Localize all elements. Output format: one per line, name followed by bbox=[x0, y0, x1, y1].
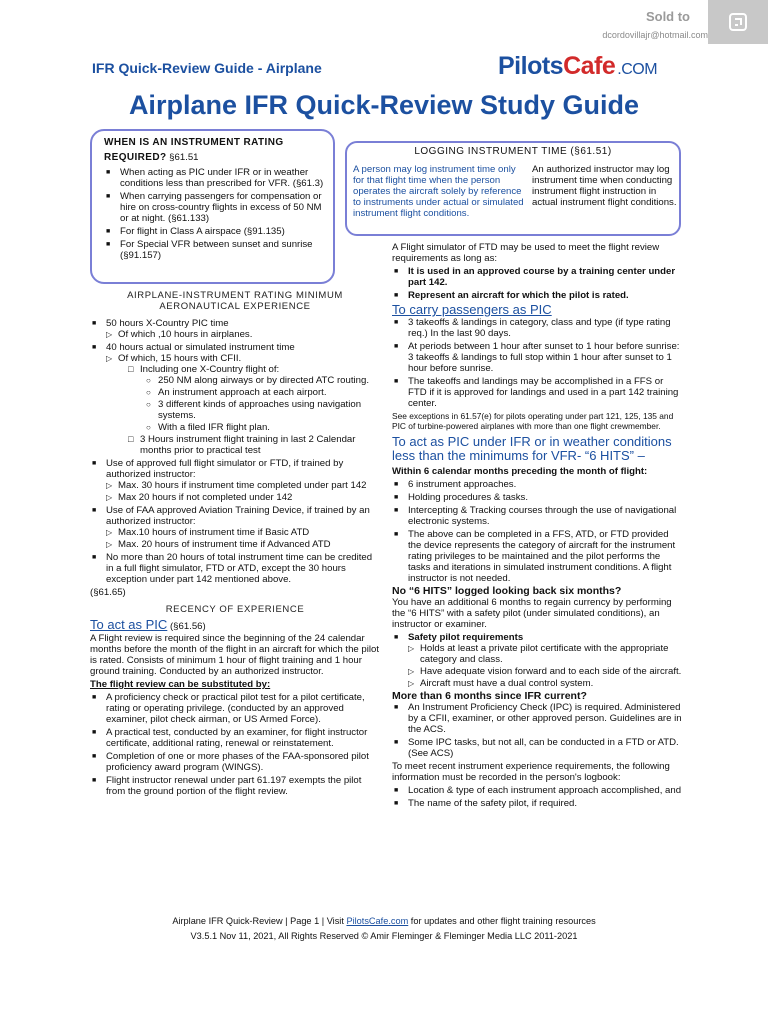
no-6-hits-heading: No “6 HITS” logged looking back six months? bbox=[392, 585, 622, 597]
list-item: ■ Use of FAA approved Aviation Training Device, if trained by an authorized instructor: ▷ Max.10 hours of instrument time if Basic ATD ▷ Max. 20 hours of instrument time if Advanced ATD bbox=[90, 505, 380, 550]
sold-banner bbox=[0, 0, 768, 44]
logging-instructor-text: An authorized instructor may log instrument time when conducting instrument flight instruction in actual instrument flight conditions. bbox=[532, 164, 677, 208]
within-6-months: Within 6 calendar months preceding the month of flight: bbox=[392, 466, 648, 477]
list-item: ■ Intercepting & Tracking courses through the use of navigational electronic systems. bbox=[392, 505, 682, 527]
list-item: ■ Safety pilot requirements ▷ Holds at least a private pilot certificate with the appropriate category and class. ▷ Have adequate vision forward and to each side of the aircraft. ▷ Aircraft must have a dual control system. bbox=[392, 632, 682, 689]
copyright-line: V3.5.1 Nov 11, 2021, All Rights Reserved © Amir Fleminger & Fleminger Media LLC 2011-2021 bbox=[190, 931, 578, 941]
footer-line: Airplane IFR Quick-Review | Page 1 | Visit PilotsCafe.com for updates and other flight training resources bbox=[172, 916, 596, 926]
more-than-6-heading: More than 6 months since IFR current? bbox=[392, 690, 587, 702]
list-item: ■ Some IPC tasks, but not all, can be conducted in a FTD or ATD. (See ACS) bbox=[392, 737, 682, 759]
when-ref: §61.51 bbox=[169, 152, 199, 163]
list-item: ■ Completion of one or more phases of the FAA-sponsored pilot proficiency award program (WINGS). bbox=[90, 751, 380, 773]
when-required-section bbox=[104, 137, 329, 263]
list-subitem: ▷ Max. 20 hours of instrument time if Advanced ATD bbox=[106, 539, 380, 550]
pilotscafe-link[interactable]: PilotsCafe.com bbox=[346, 916, 409, 926]
pilotscafe-logo[interactable]: PilotsCafe .COM bbox=[498, 52, 658, 80]
list-item: ■ The above can be completed in a FFS, ATD, or FTD provided the device represents the category of aircraft for the instrument rating privileges to be maintained and the pilot performs the tasks and iterations in simulated instrument conditions. A flight instructor is not needed. bbox=[392, 529, 682, 584]
list-subitem: □ 3 Hours instrument flight training in last 2 Calendar months prior to practical test bbox=[128, 434, 380, 456]
list-subitem: ○ With a filed IFR flight plan. bbox=[146, 422, 380, 433]
list-item: ■ 50 hours X-Country PIC time ▷ Of which ,10 hours in airplanes. bbox=[90, 318, 380, 340]
buyer-email: dcordovillajr@hotmail.com bbox=[602, 30, 708, 40]
list-subitem: ▷ Of which ,10 hours in airplanes. bbox=[106, 329, 380, 340]
flight-review-text: A Flight review is required since the beginning of the 24 calendar months before the month of the flight in an aircraft for which the pilot is rated. Consists of minimum 1 hour of flight training and 1 hour ground training. Conducted by an authorized instructor. bbox=[90, 633, 380, 677]
list-subitem: ▷ Of which, 15 hours with CFII. □ Including one X-Country flight of: ○ 250 NM along airways or by directed ATC routing. ○ An instrument approach at each airport. ○ 3 different kinds of approaches using navigation systems. ○ With a filed IFR flight plan. □ 3 Hours instrument flight training in last 2 Calendar months prior to practical test bbox=[106, 353, 380, 456]
list-subitem: ▷ Holds at least a private pilot certificate with the appropriate category and class. bbox=[408, 643, 682, 665]
list-subitem: ○ 3 different kinds of approaches using navigation systems. bbox=[146, 399, 380, 421]
share-icon bbox=[727, 11, 749, 33]
list-subitem: ○ 250 NM along airways or by directed ATC routing. bbox=[146, 375, 380, 386]
list-subitem: ▷ Have adequate vision forward and to each side of the aircraft. bbox=[408, 666, 682, 677]
list-item: ■ A practical test, conducted by an examiner, for flight instructor certificate, additional rating, renewal or reinstatement. bbox=[90, 727, 380, 749]
logging-heading: LOGGING INSTRUMENT TIME bbox=[414, 146, 568, 157]
left-column bbox=[90, 290, 380, 799]
page-title: Airplane IFR Quick-Review Study Guide bbox=[128, 90, 640, 120]
list-item: ■ No more than 20 hours of total instrument time can be credited in a full flight simulator, FTD or ATD, except the 30 hours exception under part 142 mentioned above. bbox=[90, 552, 380, 585]
carry-passengers-heading: To carry passengers as PIC bbox=[392, 302, 552, 317]
no-6-hits-text: You have an additional 6 months to regain currency by performing the “6 HITS” with a safety pilot (under simulated conditions), an instructor or examiner. bbox=[392, 597, 672, 630]
list-item: ■ 40 hours actual or simulated instrument time ▷ Of which, 15 hours with CFII. □ Including one X-Country flight of: ○ 250 NM along airways or by directed ATC routing. ○ An instrument approach at each airport. ○ 3 different kinds of approaches using navigation systems. ○ With a filed IFR flight plan. □ 3 Hours instrument flight training in last 2 Calendar months prior to practical test bbox=[90, 342, 380, 456]
list-item: ■ For flight in Class A airspace (§91.135) bbox=[104, 226, 329, 237]
exceptions-note: See exceptions in 61.57(e) for pilots operating under part 121, 125, 135 and PIC of turbine-powered airplanes with more than one flight crewmember. bbox=[392, 411, 674, 431]
share-button[interactable] bbox=[708, 0, 768, 44]
list-item: ■ 6 instrument approaches. bbox=[392, 479, 682, 490]
list-subitem: ○ An instrument approach at each airport. bbox=[146, 387, 380, 398]
list-subitem: ▷ Aircraft must have a dual control system. bbox=[408, 678, 682, 689]
list-item: ■ Holding procedures & tasks. bbox=[392, 492, 682, 503]
list-subitem: □ Including one X-Country flight of: ○ 250 NM along airways or by directed ATC routing. ○ An instrument approach at each airport. ○ 3 different kinds of approaches using navigation systems. ○ With a filed IFR flight plan. bbox=[128, 364, 380, 433]
regulation-ref: (§61.65) bbox=[90, 587, 126, 598]
logging-person-text: A person may log instrument time only for that flight time when the person operates the aircraft solely by reference to instruments under actual or simulated instrument flight conditions. bbox=[353, 164, 524, 219]
list-subitem: ▷ Max. 30 hours if instrument time completed under part 142 bbox=[106, 480, 380, 491]
list-item: ■ For Special VFR between sunset and sunrise (§91.157) bbox=[104, 239, 329, 261]
act-as-pic-ref: (§61.56) bbox=[169, 621, 206, 632]
recency-heading: RECENCY OF EXPERIENCE bbox=[165, 604, 305, 615]
right-column bbox=[392, 242, 682, 811]
list-item: ■ A proficiency check or practical pilot test for a pilot certificate, rating or operating privilege. (conducted by an approved examiner, pilot check airman, or US Armed Force). bbox=[90, 692, 380, 725]
when-heading-2: REQUIRED? bbox=[104, 152, 167, 163]
list-item: ■ Use of approved full flight simulator or FTD, if trained by authorized instructor: ▷ Max. 30 hours if instrument time completed under part 142 ▷ Max 20 hours if not completed under 142 bbox=[90, 458, 380, 503]
list-item: ■ The takeoffs and landings may be accomplished in a FFS or FTD if it is approved for landings and used in a part 142 training center. bbox=[392, 376, 682, 409]
doc-subtitle: IFR Quick-Review Guide - Airplane bbox=[92, 60, 322, 76]
list-item: ■ At periods between 1 hour after sunset to 1 hour before sunrise: 3 takeoffs & landings to full stop within 1 hour after sunset to 1 hour before sunrise. bbox=[392, 341, 682, 374]
list-item: ■ 3 takeoffs & landings in category, class and type (if type rating req.) In the last 90 days. bbox=[392, 317, 682, 339]
list-item: ■ Location & type of each instrument approach accomplished, and bbox=[392, 785, 682, 796]
flight-sim-intro: A Flight simulator of FTD may be used to meet the flight review requirements as long as: bbox=[392, 242, 660, 264]
list-item: ■ Flight instructor renewal under part 61.197 exempts the pilot from the ground portion of the flight review. bbox=[90, 775, 380, 797]
list-item: ■ The name of the safety pilot, if required. bbox=[392, 798, 682, 809]
act-as-pic-heading: To act as PIC bbox=[90, 617, 168, 632]
list-item: ■ An Instrument Proficiency Check (IPC) is required. Administered by a CFII, examiner, or other approved person. Guidelines are in the ACS. bbox=[392, 702, 682, 735]
experience-heading-2: AERONAUTICAL EXPERIENCE bbox=[159, 301, 311, 312]
substitute-heading: The flight review can be substituted by: bbox=[90, 679, 271, 690]
logbook-requirements-text: To meet recent instrument experience requirements, the following information must be recorded in the person's logbook: bbox=[392, 761, 670, 783]
experience-heading: AIRPLANE-INSTRUMENT RATING MINIMUM bbox=[127, 290, 343, 301]
list-item: ■ It is used in an approved course by a training center under part 142. bbox=[392, 266, 682, 288]
list-item: ■ When carrying passengers for compensation or hire on cross-country flights in excess of 50 NM or at night. (§61.133) bbox=[104, 191, 329, 224]
ifr-currency-heading: To act as PIC under IFR or in weather conditions less than the minimums for VFR- “6 HITS” – bbox=[392, 434, 672, 463]
sold-label: Sold to bbox=[645, 9, 690, 24]
when-heading: WHEN IS AN INSTRUMENT RATING bbox=[104, 137, 284, 148]
list-item: ■ When acting as PIC under IFR or in weather conditions less than prescribed for VFR. (§61.3) bbox=[104, 167, 329, 189]
list-subitem: ▷ Max 20 hours if not completed under 142 bbox=[106, 492, 380, 503]
list-item: ■ Represent an aircraft for which the pilot is rated. bbox=[392, 290, 682, 301]
logging-heading-row bbox=[345, 146, 681, 157]
list-subitem: ▷ Max.10 hours of instrument time if Basic ATD bbox=[106, 527, 380, 538]
logging-ref: (§61.51) bbox=[570, 146, 612, 157]
